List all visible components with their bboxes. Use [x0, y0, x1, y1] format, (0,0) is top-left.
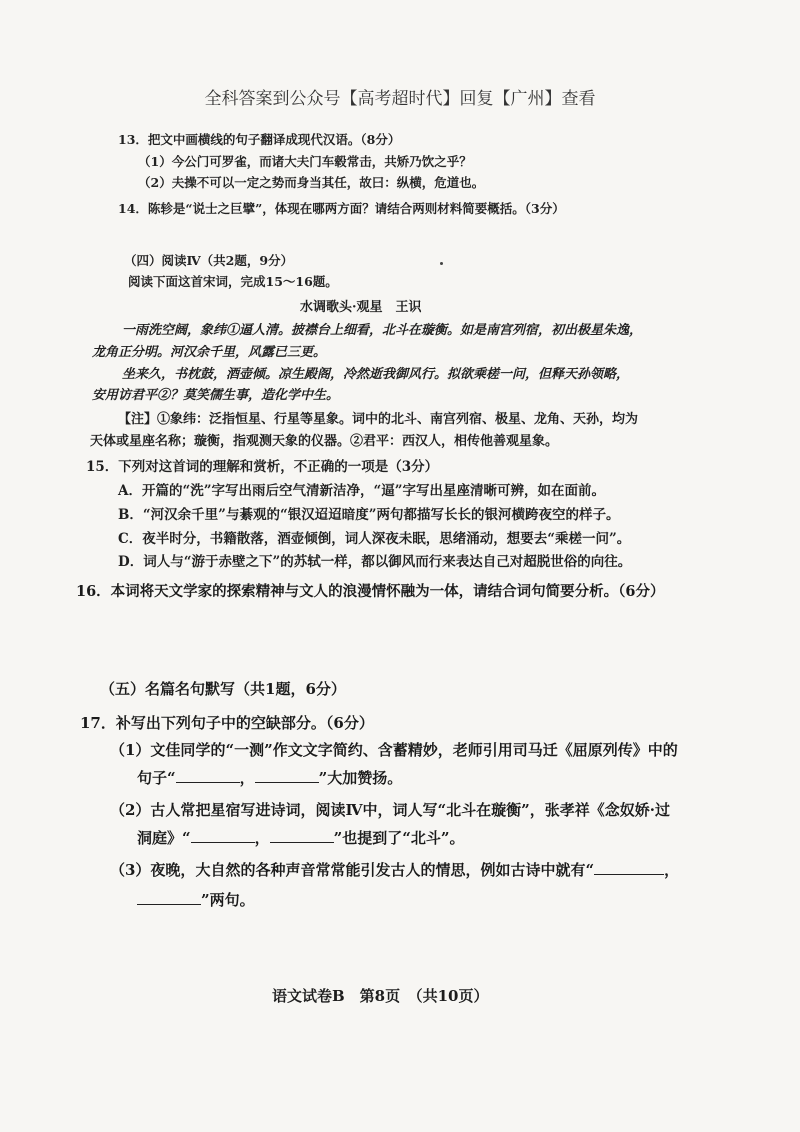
- page-footer: 语文试卷B 第8页 （共10页）: [272, 987, 489, 1005]
- q17-sub1-suffix: ”大加赞扬。: [318, 769, 403, 787]
- poem-title: 水调歌头·观星 王识: [300, 300, 422, 315]
- q13-sentence-2: （2）夫操不可以一定之势而身当其任，故曰：纵横，危道也。: [138, 175, 485, 190]
- section5-title: （五）名篇名句默写（共1题，6分）: [100, 680, 346, 698]
- poem-line-1: 一雨洗空阔，象纬①逼人清。披襟台上细看，北斗在璇衡。如是南宫列宿，初出极星朱逸，: [122, 323, 643, 338]
- q15-option-c: C．夜半时分，书籍散落，酒壶倾倒，词人深夜未眠，思绪涌动，想要去“乘槎一问”。: [118, 531, 631, 547]
- q17-sub3-suffix: ”两句。: [201, 891, 255, 909]
- q17-sub3-line-1: [110, 859, 679, 880]
- q15-option-b: B．“河汉余千里”与綦观的“银汉迢迢暗度”两句都描写长长的银河横跨夜空的样子。: [118, 507, 620, 523]
- q15-stem: 15．下列对这首词的理解和赏析，不正确的一项是（3分）: [86, 459, 439, 475]
- q17-sub2-line-1: （2）古人常把星宿写进诗词，阅读Ⅳ中，词人写“北斗在璇衡”，张孝祥《念奴娇·过: [110, 801, 670, 819]
- q17-sub2-line-2: [137, 827, 465, 848]
- watermark-header: 全科答案到公众号【高考超时代】回复【广州】查看: [204, 89, 596, 109]
- q15-option-a: A．开篇的“洗”字写出雨后空气清新洁净，“逼”字写出星座清晰可辨，如在面前。: [118, 483, 606, 499]
- q13-sentence-1: （1）今公门可罗雀，而诸大夫门车毂常击，共矫乃饮之乎？: [138, 154, 472, 169]
- q14-stem: 14．陈轸是“说士之巨擘”，体现在哪两方面？请结合两则材料简要概括。（3分）: [118, 201, 565, 216]
- answer-blank[interactable]: [270, 827, 334, 843]
- section4-intro: 阅读下面这首宋词，完成15～16题。: [128, 274, 338, 289]
- q17-sub1-line-2: [137, 767, 402, 788]
- q17-sub3-line-2: [137, 889, 255, 910]
- q13-stem: 13．把文中画横线的句子翻译成现代汉语。（8分）: [118, 132, 401, 147]
- answer-blank[interactable]: [255, 767, 319, 783]
- q17-sub2-prefix: 洞庭》“: [137, 829, 191, 847]
- poem-note-line-1: 【注】①象纬：泛指恒星、行星等星象。词中的北斗、南宫列宿、极星、龙角、天孙，均为: [118, 412, 639, 427]
- section4-title: （四）阅读Ⅳ（共2题，9分）: [124, 253, 294, 268]
- q17-sub3-comma: ，: [664, 861, 680, 879]
- q15-option-d: D．词人与“游于赤壁之下”的苏轼一样，都以御风而行来表达自己对超脱世俗的向往。: [118, 554, 632, 570]
- answer-blank[interactable]: [594, 859, 664, 875]
- poem-line-3: 坐来久，书枕鼓，酒壶倾。凉生殿阁，冷然逝我御风行。拟欲乘槎一问，但释天孙领略，: [122, 367, 630, 382]
- q17-sub1-prefix: 句子“: [137, 769, 176, 787]
- poem-line-4: 安用访君平②？莫笑儒生事，造化学中生。: [92, 388, 340, 403]
- q17-sub1-line-1: （1）文佳同学的“一测”作文文字简约、含蓄精妙，老师引用司马迁《屈原列传》中的: [110, 741, 678, 759]
- q16-stem: 16．本词将天文学家的探索精神与文人的浪漫情怀融为一体，请结合词句简要分析。（6分）: [76, 583, 665, 600]
- q17-sub2-suffix: ”也提到了“北斗”。: [333, 829, 465, 847]
- answer-blank[interactable]: [191, 827, 255, 843]
- poem-note-line-2: 天体或星座名称；璇衡，指观测天象的仪器。②君平：西汉人，相传他善观星象。: [90, 434, 559, 449]
- answer-blank[interactable]: [176, 767, 240, 783]
- scan-speck: [440, 262, 443, 265]
- q17-stem: 17．补写出下列句子中的空缺部分。（6分）: [80, 714, 374, 732]
- q17-sub3-prefix: （3）夜晚，大自然的各种声音常常能引发古人的情思，例如古诗中就有“: [110, 861, 595, 879]
- poem-line-2: 龙角正分明。河汉余千里，风露已三更。: [92, 345, 327, 360]
- answer-blank[interactable]: [137, 889, 201, 905]
- q17-sub2-comma: ，: [254, 829, 270, 847]
- q17-sub1-comma: ，: [239, 769, 255, 787]
